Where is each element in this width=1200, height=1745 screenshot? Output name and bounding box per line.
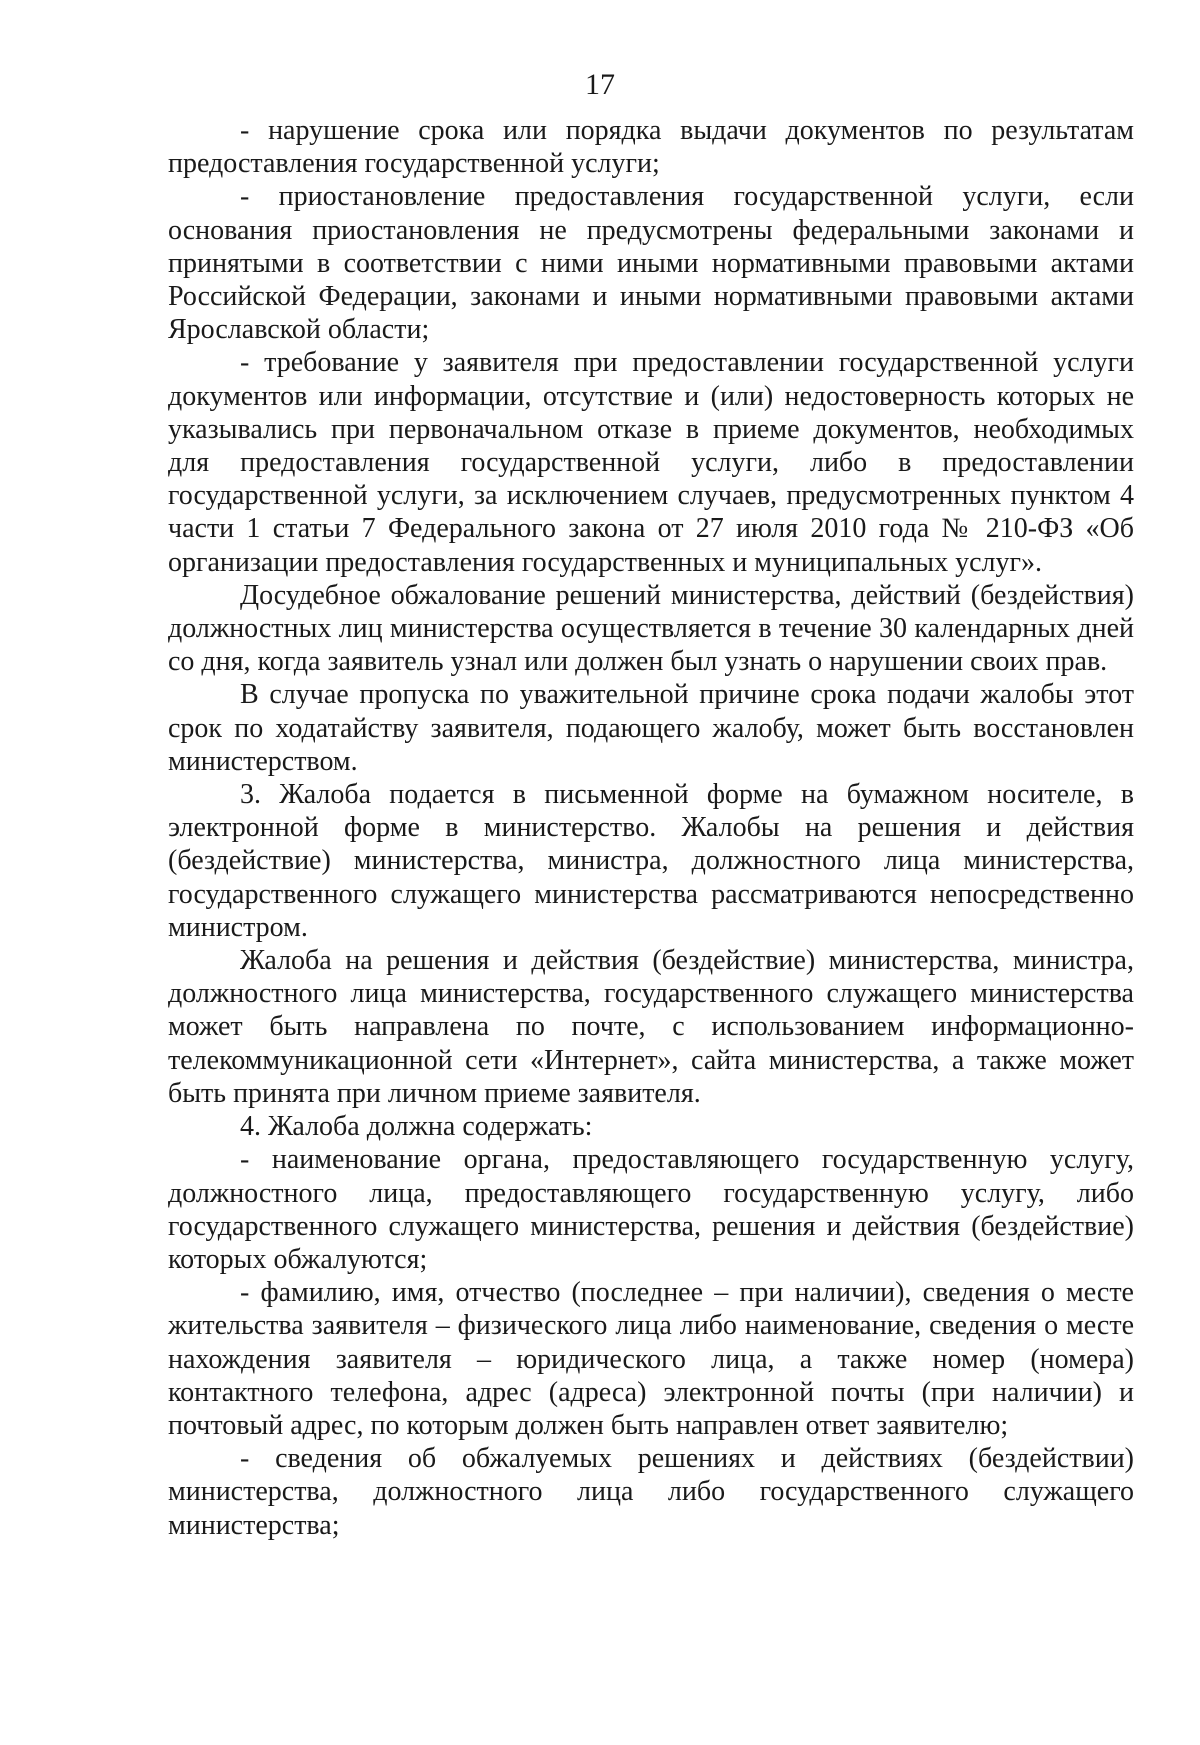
document-body: [168, 114, 1134, 1542]
page-number: 17: [585, 68, 615, 101]
paragraph-document-requirement: - требование у заявителя при предоставлении государственной услуги документов или информации, отсутствие и (или) недостоверность которых не указывались при первоначальном отказе в приеме документов, необходимых для предоставления государственной услуги, либо в предоставлении государственной услуги, за исключением случаев, предусмотренных пунктом 4 части 1 статьи 7 Федерального закона от 27 июля 2010 года № 210-ФЗ «Об организации предоставления государственных и муниципальных услуг».: [168, 347, 1134, 578]
paragraph-applicant-details: - фамилию, имя, отчество (последнее – при наличии), сведения о месте жительства заявителя – физического лица либо наименование, сведения о месте нахождения заявителя – юридического лица, а также номер (номера) контактного телефона, адрес (адреса) электронной почты (при наличии) и почтовый адрес, по которым должен быть направлен ответ заявителю;: [168, 1277, 1134, 1441]
paragraph-appealed-decisions: - сведения об обжалуемых решениях и действиях (бездействии) министерства, должностного лица либо государственного служащего министерства;: [168, 1443, 1134, 1541]
paragraph-complaint-content-heading: 4. Жалоба должна содержать:: [240, 1111, 593, 1143]
paragraph-complaint-form: 3. Жалоба подается в письменной форме на бумажном носителе, в электронной форме в министерство. Жалобы на решения и действия (бездействие) министерства, министра, должностного лица министерства, государственного служащего министерства рассматриваются непосредственно министром.: [168, 779, 1134, 943]
paragraph-pretrial-appeal: Досудебное обжалование решений министерства, действий (бездействия) должностных лиц министерства осуществляется в течение 30 календарных дней со дня, когда заявитель узнал или должен был узнать о нарушении своих прав.: [168, 579, 1134, 678]
paragraph-violation-deadline: - нарушение срока или порядка выдачи документов по результатам предоставления государственной услуги;: [168, 115, 1134, 180]
paragraph-authority-name: - наименование органа, предоставляющего государственную услугу, должностного лица, предоставляющего государственную услугу, либо государственного служащего министерства, решения и действия (бездействие) которых обжалуются;: [168, 1144, 1134, 1275]
paragraph-complaint-delivery: Жалоба на решения и действия (бездействие) министерства, министра, должностного лица министерства, государственного служащего министерства может быть направлена по почте, с использованием информационно-телекоммуникационной сети «Интернет», сайта министерства, а также может быть принята при личном приеме заявителя.: [168, 945, 1134, 1109]
paragraph-deadline-restoration: В случае пропуска по уважительной причине срока подачи жалобы этот срок по ходатайству заявителя, подающего жалобу, может быть восстановлен министерством.: [168, 679, 1134, 777]
paragraph-suspension: - приостановление предоставления государственной услуги, если основания приостановления не предусмотрены федеральными законами и принятыми в соответствии с ними иными нормативными правовыми актами Российской Федерации, законами и иными нормативными правовыми актами Ярославской области;: [168, 181, 1134, 346]
